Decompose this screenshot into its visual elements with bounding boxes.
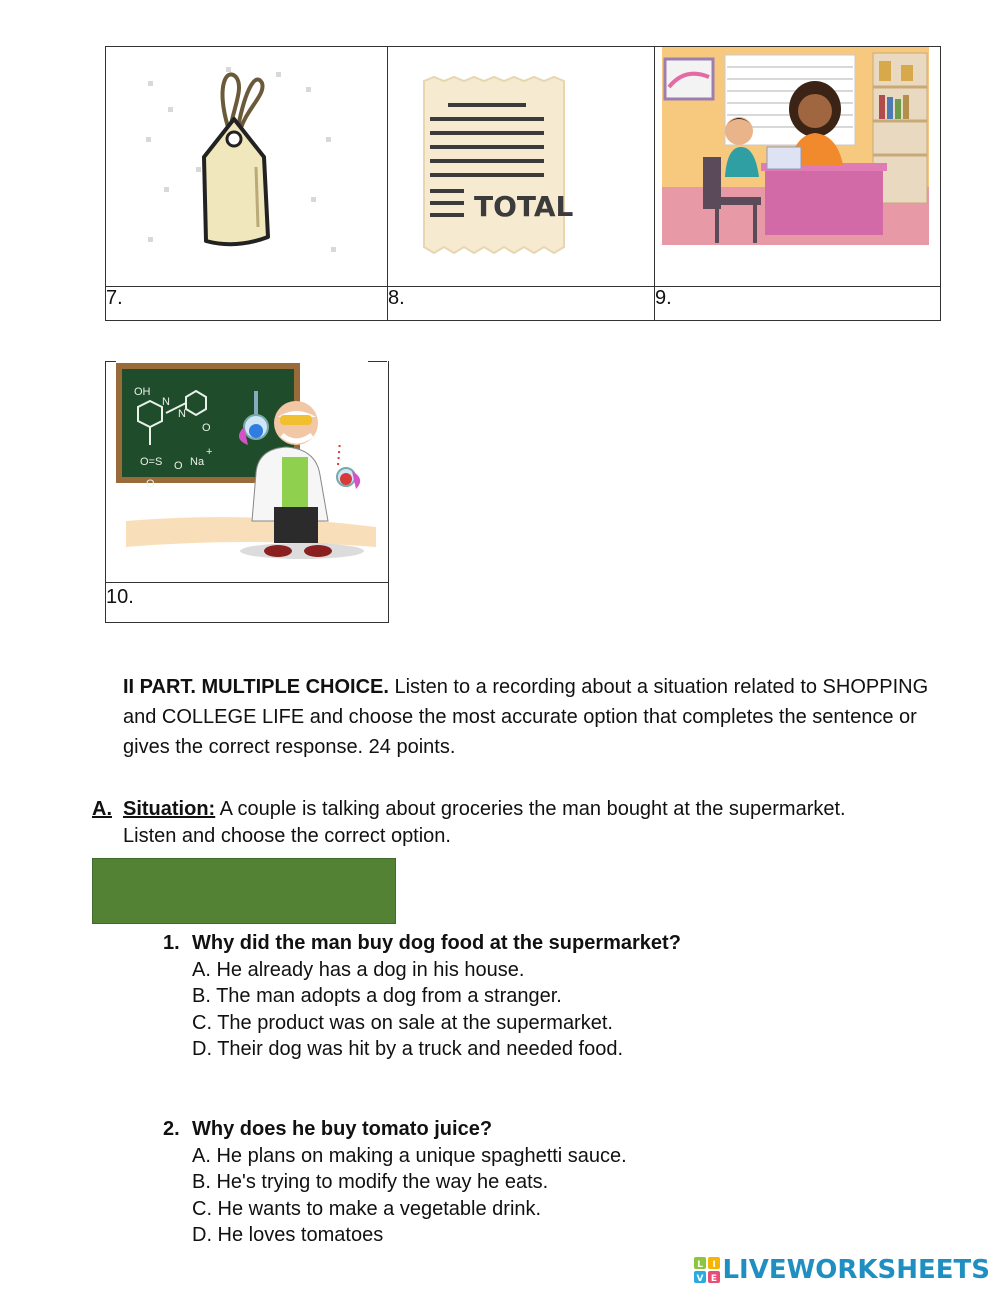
board-text-oh: OH [134, 386, 151, 398]
badge-letter-i: I [712, 1260, 717, 1270]
cell-image-9 [655, 47, 941, 287]
question-1-option-d[interactable]: D. Their dog was hit by a truck and needed food. [192, 1038, 624, 1060]
question-1-option-a[interactable]: A. He already has a dog in his house. [192, 958, 525, 981]
office-meeting-illustration [655, 47, 941, 281]
question-1-option-b[interactable]: B. The man adopts a dog from a stranger. [192, 985, 562, 1007]
liveworksheets-badge-icon [694, 1257, 720, 1283]
question-2-text: Why does he buy tomato juice? [192, 1118, 493, 1140]
situation-text: A couple is talking about groceries the man bought at the supermarket. [215, 798, 846, 820]
receipt-total-text: TOTAL [474, 190, 574, 223]
question-2-prompt [163, 1116, 943, 1143]
receipt-illustration [388, 47, 655, 281]
question-1-number: 1. [163, 932, 180, 954]
part-two-body: Listen to a recording about a situation related to SHOPPING and COLLEGE LIFE and choose the most accurate option that completes the sentence or gives the correct response. 24 points. [123, 676, 929, 758]
cell-image-10 [106, 361, 389, 583]
board-text-n1: N [162, 396, 170, 408]
badge-letter-e: E [711, 1274, 718, 1283]
board-text-na: Na [190, 456, 205, 468]
label-item-8: 8. [388, 287, 655, 321]
question-2-option-a[interactable]: A. He plans on making a unique spaghetti sauce. [192, 1144, 627, 1167]
question-1-prompt [163, 930, 943, 957]
image-table-10 [105, 361, 389, 623]
situation-a [92, 796, 972, 850]
badge-letter-v: V [696, 1274, 704, 1283]
question-2-option-b[interactable]: B. He's trying to modify the way he eats. [192, 1171, 549, 1193]
label-item-7: 7. [106, 287, 388, 321]
board-text-o1: O [202, 422, 211, 434]
situation-line-1 [92, 796, 972, 823]
question-1-text: Why did the man buy dog food at the supermarket? [192, 932, 681, 954]
question-2 [163, 1116, 943, 1249]
liveworksheets-wordmark: LIVEWORKSHEETS [722, 1255, 990, 1285]
badge-letter-l: L [697, 1260, 704, 1270]
situation-label: Situation: [123, 798, 216, 820]
situation-line-2: Listen and choose the correct option. [123, 825, 451, 847]
scientist-chalkboard-illustration [106, 361, 387, 577]
price-tag-illustration [106, 47, 388, 281]
question-2-option-d[interactable]: D. He loves tomatoes [192, 1224, 384, 1246]
question-2-number: 2. [163, 1118, 180, 1140]
question-2-option-c[interactable]: C. He wants to make a vegetable drink. [192, 1197, 542, 1220]
label-item-9: 9. [655, 287, 941, 321]
board-text-o2: O [174, 460, 183, 472]
board-text-os: O=S [140, 456, 163, 468]
part-two-heading: II PART. MULTIPLE CHOICE. [123, 676, 389, 698]
question-1-option-c[interactable]: C. The product was on sale at the supermarket. [192, 1011, 613, 1034]
audio-player-box[interactable] [92, 858, 396, 924]
board-text-o3: O [146, 478, 155, 490]
board-text-plus: + [206, 446, 213, 458]
label-item-10: 10. [106, 583, 389, 623]
question-1 [163, 930, 943, 1063]
cell-image-8 [388, 47, 655, 287]
part-two-instructions [123, 672, 933, 762]
cell-image-7 [106, 47, 388, 287]
board-text-n2: N [178, 408, 186, 420]
image-table-7-9 [105, 46, 941, 321]
situation-letter: A. [92, 798, 112, 820]
liveworksheets-logo [694, 1255, 990, 1285]
